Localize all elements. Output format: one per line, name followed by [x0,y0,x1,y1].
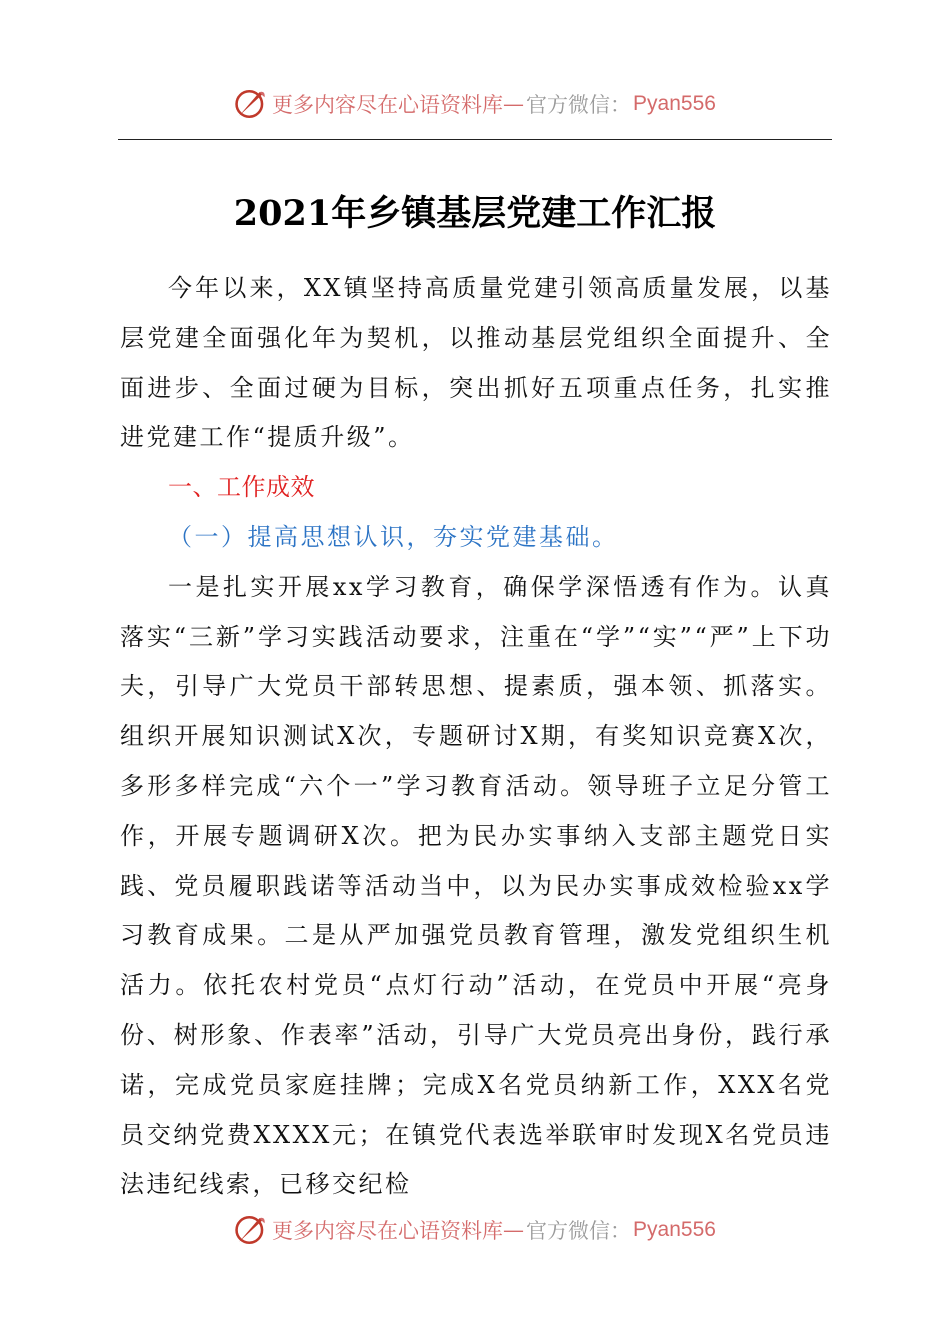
quill-logo-icon [234,1213,268,1247]
watermark-wechat-id: Pyan556 [633,92,716,115]
watermark-official: 官方微信： [526,93,632,117]
body-paragraph: 一是扎实开展xx学习教育，确保学深悟透有作为。认真落实“三新”学习实践活动要求，注重在“学”“实”“严”上下功夫，引导广大党员干部转思想、提素质，强本领、抓落实。组织开展知识测试X次，专题研讨X期，有奖知识竞赛X次，多形多样完成“六个一”学习教育活动。领导班子立足分管工作，开展专题调研X次。把为民办实事纳入支部主题党日实践、党员履职践诺等活动当中，以为民办实事成效检验xx学习教育成果。二是从严加强党员教育管理，激发党组织生机活力。依托农村党员“点灯行动”活动，在党员中开展“亮身份、树形象、作表率”活动，引导广大党员亮出身份，践行承诺，完成党员家庭挂牌；完成X名党员纳新工作，XXX名党员交纳党费XXXX元；在镇党代表选举联审时发现X名党员违法违纪线索，已移交纪检 [120,572,832,1199]
header-divider [118,139,832,140]
watermark-dash: — [503,1218,525,1242]
watermark-official: 官方微信： [526,1219,632,1243]
footer-watermark [0,1210,950,1250]
watermark-wechat-id: Pyan556 [633,1218,716,1241]
quill-logo-icon [234,87,268,121]
watermark-text: 更多内容尽在心语资料库 [272,1219,504,1243]
watermark-text: 更多内容尽在心语资料库 [272,93,504,117]
section-heading: 一、工作成效 [168,473,315,502]
header-watermark [0,84,950,124]
intro-paragraph: 今年以来，XX镇坚持高质量党建引领高质量发展，以基层党建全面强化年为契机，以推动基层党组织全面提升、全面进步、全面过硬为目标，突出抓好五项重点任务，扎实推进党建工作“提质升级”。 [120,274,832,452]
document-body [120,264,832,1210]
subsection-heading: （一）提高思想认识，夯实党建基础。 [168,522,619,551]
watermark-dash: — [503,92,525,116]
document-title: 2021年乡镇基层党建工作汇报 [233,193,717,234]
